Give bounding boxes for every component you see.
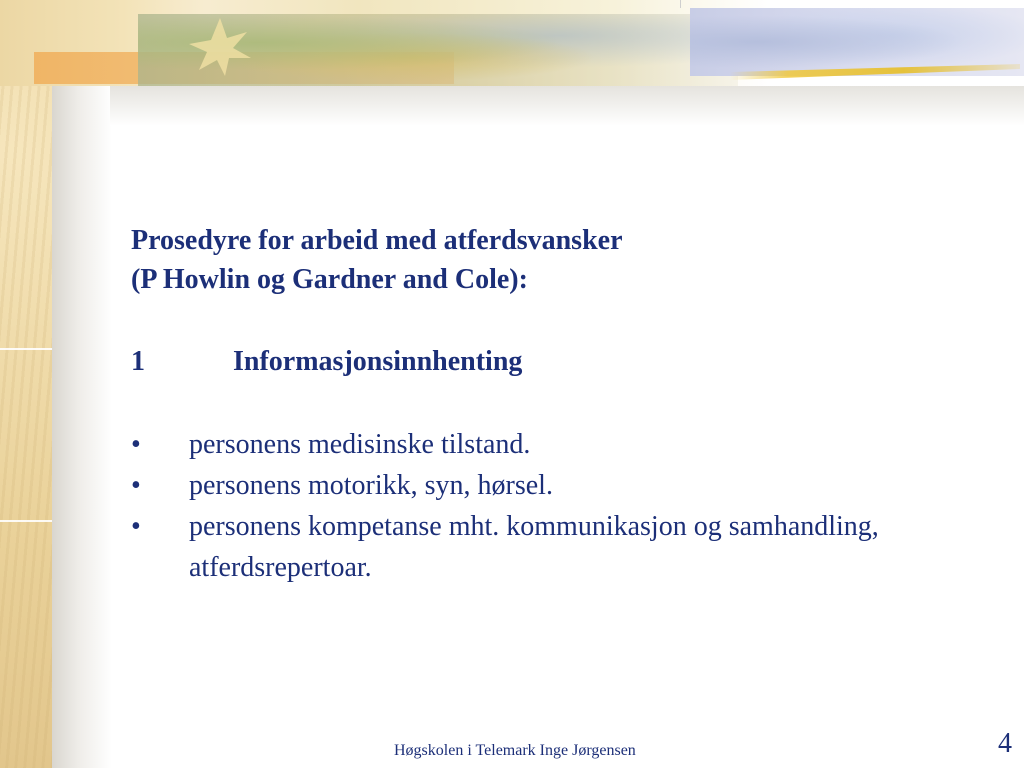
bullet-list — [131, 424, 949, 588]
bullet-text: personens motorikk, syn, hørsel. — [189, 470, 553, 501]
footer-text: Høgskolen i Telemark Inge Jørgensen — [394, 742, 636, 759]
title-line-2: (P Howlin og Gardner and Cole): — [131, 264, 528, 295]
bullet-symbol: • — [131, 511, 141, 542]
banner-divider — [680, 0, 681, 8]
title-line-1: Prosedyre for arbeid med atferdsvansker — [131, 225, 623, 256]
bullet-symbol: • — [131, 470, 141, 501]
section-heading — [131, 342, 522, 381]
section-number: 1 — [131, 346, 145, 377]
top-shadow — [110, 86, 1024, 126]
slide-title — [131, 221, 623, 299]
left-parchment-strip — [0, 0, 52, 768]
bullet-symbol: • — [131, 429, 141, 460]
bullet-text: personens kompetanse mht. kommunikasjon og samhandling, atferdsrepertoar. — [189, 511, 879, 583]
leaf-icon — [185, 16, 255, 78]
page-number: 4 — [998, 728, 1012, 759]
list-item — [131, 465, 949, 506]
list-item — [131, 424, 949, 465]
section-title: Informasjonsinnhenting — [233, 346, 523, 377]
left-shadow — [52, 80, 112, 768]
list-item — [131, 506, 889, 588]
bullet-text: personens medisinske tilstand. — [189, 429, 531, 460]
